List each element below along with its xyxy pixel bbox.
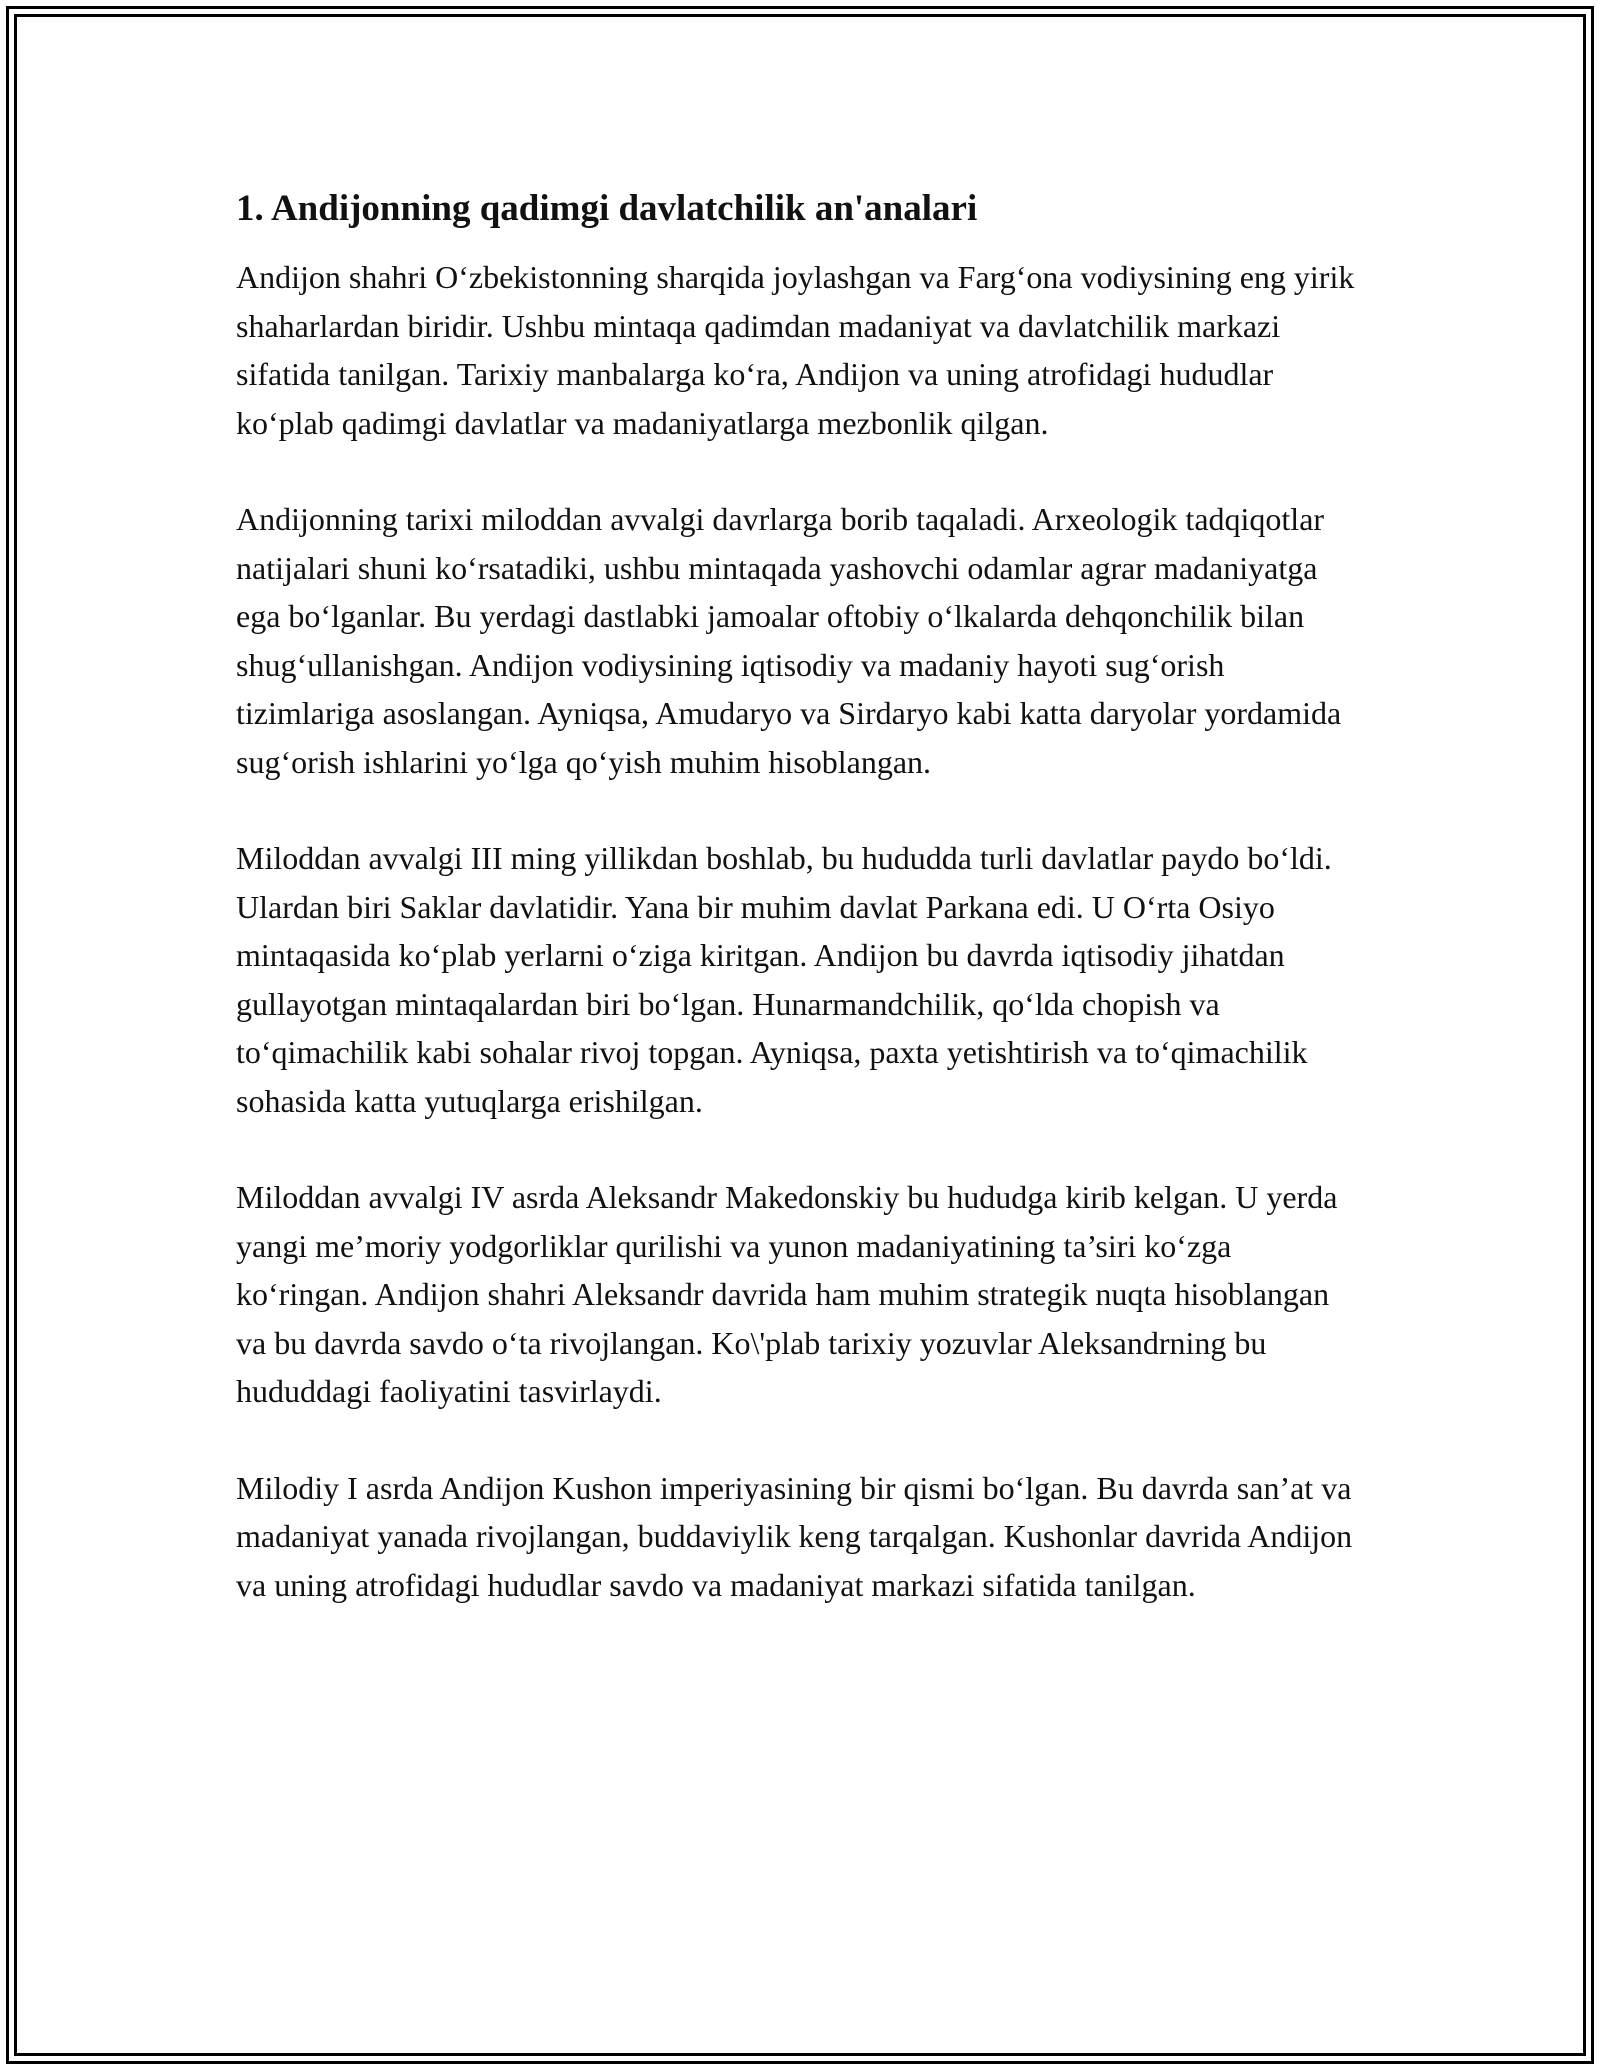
paragraph-ancient-states: Miloddan avvalgi III ming yillikdan boshlab, bu hududda turli davlatlar paydo boʻldi. Ulardan biri Saklar davlatidir. Yana bir muhim davlat Parkana edi. U Oʻrta Osiyo mintaqasida koʻplab yerlarni oʻziga kiritgan. Andijon bu davrda iqtisodiy jihatdan gullayotgan mintaqalardan biri boʻlgan. Hunarmandchilik, qoʻlda chopish va toʻqimachilik kabi sohalar rivoj topgan. Ayniqsa, paxta yetishtirish va toʻqimachilik sohasida katta yutuqlarga erishilgan. [236, 840, 1332, 1119]
paragraph-alexander: Miloddan avvalgi IV asrda Aleksandr Makedonskiy bu hududga kirib kelgan. U yerda yangi me’moriy yodgorliklar qurilishi va yunon madaniyatining ta’siri koʻzga koʻringan. Andijon shahri Aleksandr davrida ham muhim strategik nuqta hisoblangan va bu davrda savdo oʻta rivojlangan. Ko\'plab tarixiy yozuvlar Aleksandrning bu hududdagi faoliyatini tasvirlaydi. [236, 1179, 1338, 1409]
paragraph-kushan: Milodiy I asrda Andijon Kushon imperiyasining bir qismi boʻlgan. Bu davrda san’at va madaniyat yanada rivojlangan, buddaviylik keng tarqalgan. Kushonlar davrida Andijon va uning atrofidagi hududlar savdo va madaniyat markazi sifatida tanilgan. [236, 1469, 1353, 1603]
paragraph-intro: Andijon shahri Oʻzbekistonning sharqida joylashgan va Fargʻona vodiysining eng yirik shaharlardan biridir. Ushbu mintaqa qadimdan madaniyat va davlatchilik markazi sifatida tanilgan. Tarixiy manbalarga koʻra, Andijon va uning atrofidagi hududlar koʻplab qadimgi davlatlar va madaniyatlarga mezbonlik qilgan. [236, 259, 1355, 441]
paragraph-early-history: Andijonning tarixi miloddan avvalgi davrlarga borib taqaladi. Arxeologik tadqiqotlar natijalari shuni koʻrsatadiki, ushbu mintaqada yashovchi odamlar agrar madaniyatga ega boʻlganlar. Bu yerdagi dastlabki jamoalar oftobiy oʻlkalarda dehqonchilik bilan shugʻullanishgan. Andijon vodiysining iqtisodiy va madaniy hayoti sugʻorish tizimlariga asoslangan. Ayniqsa, Amudaryo va Sirdaryo kabi katta daryolar yordamida sugʻorish ishlarini yoʻlga qoʻyish muhim hisoblangan. [236, 501, 1342, 780]
section-heading: 1. Andijonning qadimgi davlatchilik an'analari [236, 188, 978, 229]
document-body [236, 185, 1366, 1657]
